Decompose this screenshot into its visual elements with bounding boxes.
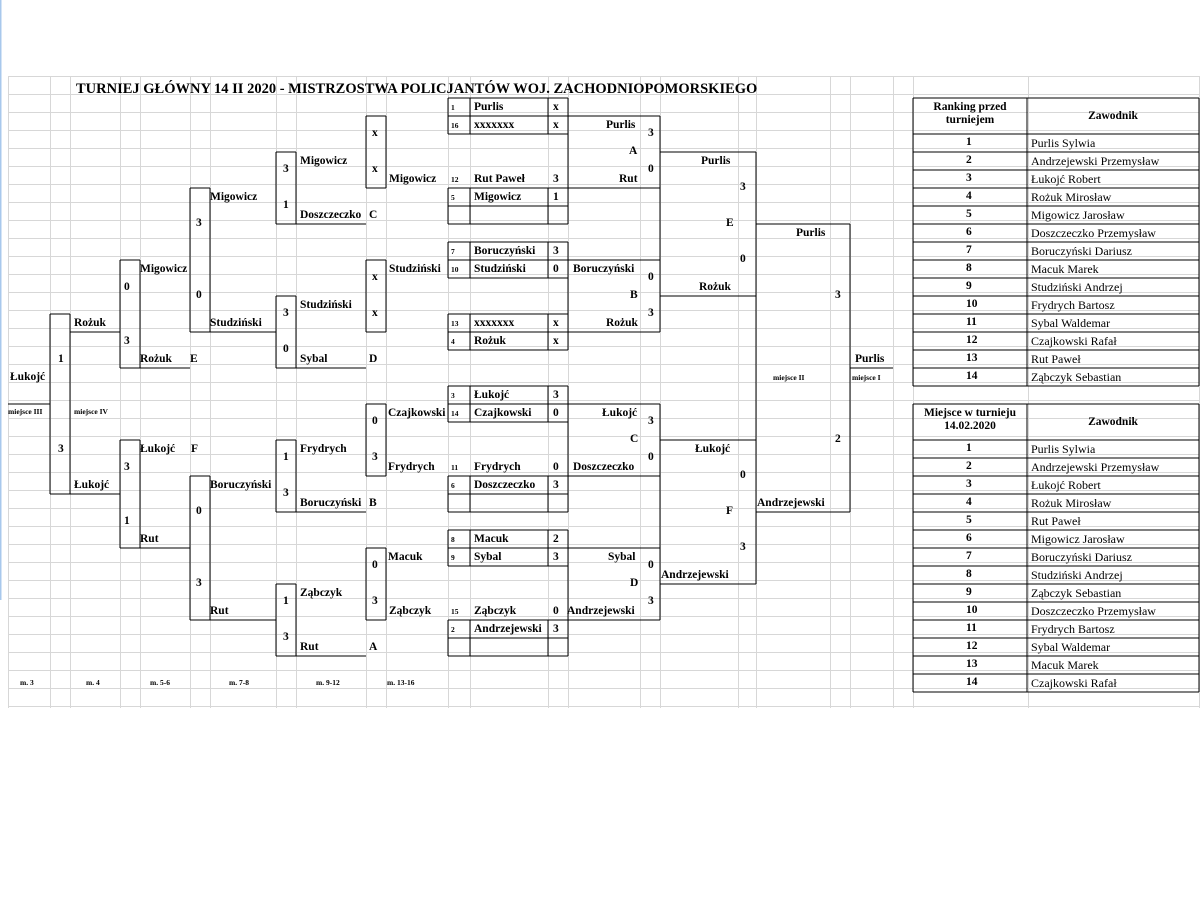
bracket-label: Doszczeczko xyxy=(573,461,635,473)
ranking-table-row-number: 8 xyxy=(966,262,972,274)
bracket-label: B xyxy=(630,289,638,301)
bracket-label: Frydrych xyxy=(388,461,435,473)
bracket-label: Boruczyński xyxy=(210,479,272,491)
bracket-label: 0 xyxy=(372,559,378,571)
ranking-table-row-number: 6 xyxy=(966,226,972,238)
ranking-table-row-player: Andrzejewski Przemysław xyxy=(1031,154,1160,168)
place-table-row-number: 13 xyxy=(966,658,978,670)
bracket-label: 0 xyxy=(124,281,130,293)
bracket-label: 0 xyxy=(648,559,654,571)
bracket-label: Doszczeczko xyxy=(300,209,362,221)
player-name: Rożuk xyxy=(474,335,506,347)
place-table-row-number: 10 xyxy=(966,604,978,616)
seed-number: 3 xyxy=(451,391,455,400)
bracket-label: 3 xyxy=(372,451,378,463)
ranking-table-header-player: Zawodnik xyxy=(1088,110,1138,122)
ranking-table-row-player: Studziński Andrzej xyxy=(1031,280,1123,294)
place-table-row-player: Purlis Sylwia xyxy=(1031,442,1096,456)
bracket-label: 0 xyxy=(740,469,746,481)
bracket-label: 1 xyxy=(283,595,289,607)
ranking-table-row-number: 4 xyxy=(966,190,972,202)
bracket-label: D xyxy=(369,353,378,365)
bracket-label: Rożuk xyxy=(606,317,638,329)
bracket-label: 3 xyxy=(58,443,64,455)
match-score: 3 xyxy=(553,551,559,563)
seed-number: 11 xyxy=(451,463,459,472)
bracket-label: x xyxy=(372,127,378,139)
bracket-label: E xyxy=(726,217,734,229)
bracket-label: m. 9-12 xyxy=(316,678,340,687)
bracket-label: 0 xyxy=(283,343,289,355)
ranking-table-row-player: Rożuk Mirosław xyxy=(1031,190,1112,204)
ranking-table-row-number: 1 xyxy=(966,136,972,148)
place-table-row-player: Migowicz Jarosław xyxy=(1031,532,1125,546)
bracket-label: Rożuk xyxy=(74,317,106,329)
match-score: 3 xyxy=(553,173,559,185)
bracket-label: 3 xyxy=(283,163,289,175)
place-table-row-player: Rut Paweł xyxy=(1031,514,1081,528)
player-name: Rut Paweł xyxy=(474,173,525,185)
bracket-label: Łukojć xyxy=(74,479,110,491)
bracket-label: E xyxy=(190,353,198,365)
bracket-label: 3 xyxy=(283,487,289,499)
bracket-label: 3 xyxy=(372,595,378,607)
bracket-label: F xyxy=(191,443,199,455)
seed-number: 12 xyxy=(451,175,459,184)
ranking-table-row-number: 11 xyxy=(966,316,977,328)
player-name: Frydrych xyxy=(474,461,521,473)
bracket-label: Rożuk xyxy=(140,353,172,365)
place-table-row-player: Rożuk Mirosław xyxy=(1031,496,1112,510)
match-score: 3 xyxy=(553,623,559,635)
ranking-table-row-number: 10 xyxy=(966,298,978,310)
seed-number: 1 xyxy=(451,103,455,112)
player-name: Andrzejewski xyxy=(474,623,542,635)
place-table-row-number: 2 xyxy=(966,460,972,472)
bracket-label: Łukojć xyxy=(140,443,176,455)
bracket-label: 1 xyxy=(283,451,289,463)
bracket-label: Łukojć xyxy=(10,371,46,383)
bracket-label: Łukojć xyxy=(602,407,638,419)
bracket-label: Migowicz xyxy=(300,155,348,167)
bracket-label: Czajkowski xyxy=(388,407,446,419)
match-score: x xyxy=(553,335,559,347)
place-table-header-player: Zawodnik xyxy=(1088,416,1138,428)
bracket-label: F xyxy=(726,505,734,517)
player-name: Boruczyński xyxy=(474,245,536,257)
place-table-row-number: 3 xyxy=(966,478,972,490)
bracket-label: Andrzejewski xyxy=(661,569,729,581)
player-name: Czajkowski xyxy=(474,407,532,419)
ranking-table-row-player: Doszczeczko Przemysław xyxy=(1031,226,1156,240)
place-table-row-number: 6 xyxy=(966,532,972,544)
seed-number: 4 xyxy=(451,337,455,346)
bracket-label: 1 xyxy=(124,515,130,527)
bracket-label: 1 xyxy=(283,199,289,211)
bracket-label: D xyxy=(630,577,639,589)
bracket-label: Studziński xyxy=(300,299,352,311)
match-score: 2 xyxy=(553,533,559,545)
match-score: 0 xyxy=(553,605,559,617)
bracket-label: Migowicz xyxy=(140,263,188,275)
bracket-label: B xyxy=(369,497,377,509)
player-name: xxxxxxx xyxy=(474,317,515,329)
ranking-table-row-player: Czajkowski Rafał xyxy=(1031,334,1117,348)
ranking-table-row-number: 9 xyxy=(966,280,972,292)
player-name: Purlis xyxy=(474,101,504,113)
place-table-row-number: 12 xyxy=(966,640,978,652)
bracket-label: 3 xyxy=(124,461,130,473)
ranking-table-row-number: 13 xyxy=(966,352,978,364)
bracket-label: 3 xyxy=(835,289,841,301)
bracket-label: Łukojć xyxy=(695,443,731,455)
place-table-row-number: 8 xyxy=(966,568,972,580)
match-score: 3 xyxy=(553,245,559,257)
bracket-label: 0 xyxy=(648,451,654,463)
ranking-table-row-number: 3 xyxy=(966,172,972,184)
bracket-label: C xyxy=(630,433,639,445)
bracket-label: 3 xyxy=(124,335,130,347)
bracket-label: Purlis xyxy=(796,227,826,239)
match-score: 3 xyxy=(553,389,559,401)
player-name: Studziński xyxy=(474,263,526,275)
bracket-label: 3 xyxy=(196,577,202,589)
place-table-row-number: 7 xyxy=(966,550,972,562)
ranking-table-row-number: 2 xyxy=(966,154,972,166)
bracket-label: 3 xyxy=(648,127,654,139)
bracket-label: m. 3 xyxy=(20,678,34,687)
player-name: Migowicz xyxy=(474,191,522,203)
ranking-table-row-player: Rut Paweł xyxy=(1031,352,1081,366)
bracket-label: miejsce I xyxy=(852,373,881,382)
seed-number: 10 xyxy=(451,265,459,274)
bracket-label: Macuk xyxy=(388,551,423,563)
ranking-table-row-player: Purlis Sylwia xyxy=(1031,136,1096,150)
ranking-table-row-player: Sybal Waldemar xyxy=(1031,316,1111,330)
bracket-label: x xyxy=(372,163,378,175)
place-table-row-number: 14 xyxy=(966,676,978,688)
bracket-label: Rut xyxy=(210,605,229,617)
seed-number: 15 xyxy=(451,607,459,616)
player-name: Doszczeczko xyxy=(474,479,536,491)
bracket-label: A xyxy=(629,145,638,157)
player-name: xxxxxxx xyxy=(474,119,515,131)
place-table-row-player: Frydrych Bartosz xyxy=(1031,622,1115,636)
player-name: Sybal xyxy=(474,551,502,563)
match-score: x xyxy=(553,101,559,113)
bracket-label: 3 xyxy=(740,181,746,193)
place-table-row-player: Boruczyński Dariusz xyxy=(1031,550,1132,564)
seed-number: 6 xyxy=(451,481,455,490)
place-table-row-player: Czajkowski Rafał xyxy=(1031,676,1117,690)
place-table-row-player: Andrzejewski Przemysław xyxy=(1031,460,1160,474)
seed-number: 8 xyxy=(451,535,455,544)
seed-number: 7 xyxy=(451,247,455,256)
bracket-label: C xyxy=(369,209,378,221)
ranking-table-row-player: Ząbczyk Sebastian xyxy=(1031,370,1122,384)
place-table-row-number: 4 xyxy=(966,496,972,508)
ranking-table-row-player: Boruczyński Dariusz xyxy=(1031,244,1132,258)
bracket-label: 0 xyxy=(648,271,654,283)
bracket-label: miejsce II xyxy=(773,373,805,382)
bracket-label: 0 xyxy=(740,253,746,265)
match-score: x xyxy=(553,317,559,329)
bracket-label: 0 xyxy=(372,415,378,427)
ranking-table-row-player: Frydrych Bartosz xyxy=(1031,298,1115,312)
place-table-header-left: Miejsce w turnieju 14.02.2020 xyxy=(924,407,1016,433)
player-name: Ząbczyk xyxy=(474,605,517,617)
ranking-table-row-number: 5 xyxy=(966,208,972,220)
bracket-label: 3 xyxy=(196,217,202,229)
seed-number: 9 xyxy=(451,553,455,562)
bracket-label: 3 xyxy=(648,595,654,607)
bracket-label: 0 xyxy=(196,505,202,517)
bracket-label: Ząbczyk xyxy=(300,587,343,599)
bracket-label: 3 xyxy=(283,307,289,319)
match-score: 1 xyxy=(553,191,559,203)
bracket-label: 0 xyxy=(648,163,654,175)
ranking-table-row-player: Łukojć Robert xyxy=(1031,172,1101,186)
seed-number: 13 xyxy=(451,319,459,328)
bracket-label: Sybal xyxy=(300,353,328,365)
bracket-label: m. 13-16 xyxy=(387,678,415,687)
player-name: Łukojć xyxy=(474,389,510,401)
ranking-table-row-number: 12 xyxy=(966,334,978,346)
place-table-row-player: Macuk Marek xyxy=(1031,658,1099,672)
bracket-label: Andrzejewski xyxy=(757,497,825,509)
seed-number: 2 xyxy=(451,625,455,634)
player-name: Macuk xyxy=(474,533,509,545)
place-table-row-player: Ząbczyk Sebastian xyxy=(1031,586,1122,600)
bracket-label: 3 xyxy=(648,307,654,319)
bracket-label: 3 xyxy=(740,541,746,553)
place-table-row-number: 5 xyxy=(966,514,972,526)
seed-number: 5 xyxy=(451,193,455,202)
bracket-label: Purlis xyxy=(855,353,885,365)
bracket-label: x xyxy=(372,271,378,283)
bracket-label: Sybal xyxy=(608,551,636,563)
bracket-label: Frydrych xyxy=(300,443,347,455)
bracket-label: miejsce IV xyxy=(74,407,108,416)
bracket-label: Ząbczyk xyxy=(389,605,432,617)
bracket-label: 3 xyxy=(283,631,289,643)
bracket-label: Rożuk xyxy=(699,281,731,293)
bracket-label: 3 xyxy=(648,415,654,427)
place-table-row-number: 9 xyxy=(966,586,972,598)
bracket-label: Studziński xyxy=(210,317,262,329)
match-score: 0 xyxy=(553,407,559,419)
bracket-label: Studziński xyxy=(389,263,441,275)
bracket-label: m. 7-8 xyxy=(229,678,249,687)
bracket-label: m. 5-6 xyxy=(150,678,170,687)
bracket-label: 1 xyxy=(58,353,64,365)
ranking-table-row-number: 7 xyxy=(966,244,972,256)
bracket-label: m. 4 xyxy=(86,678,100,687)
place-table-row-number: 1 xyxy=(966,442,972,454)
ranking-table-row-player: Macuk Marek xyxy=(1031,262,1099,276)
bracket-label: Purlis xyxy=(701,155,731,167)
bracket-label: Rut xyxy=(300,641,319,653)
bracket-label: 0 xyxy=(196,289,202,301)
bracket-label: Rut xyxy=(619,173,638,185)
bracket-label: Purlis xyxy=(606,119,636,131)
place-table-row-player: Łukojć Robert xyxy=(1031,478,1101,492)
match-score: x xyxy=(553,119,559,131)
ranking-table-header-left: Ranking przed turniejem xyxy=(933,101,1007,127)
seed-number: 16 xyxy=(451,121,459,130)
bracket-label: miejsce III xyxy=(8,407,43,416)
bracket-label: 2 xyxy=(835,433,841,445)
bracket-label: Migowicz xyxy=(210,191,258,203)
ranking-table-row-number: 14 xyxy=(966,370,978,382)
tournament-title: TURNIEJ GŁÓWNY 14 II 2020 - MISTRZOSTWA POLICJANTÓW WOJ. ZACHODNIOPOMORSKIEGO xyxy=(76,81,758,97)
bracket-label: Boruczyński xyxy=(300,497,362,509)
place-table-row-player: Sybal Waldemar xyxy=(1031,640,1111,654)
bracket-label: Boruczyński xyxy=(573,263,635,275)
bracket-label: Migowicz xyxy=(389,173,437,185)
place-table-row-player: Doszczeczko Przemysław xyxy=(1031,604,1156,618)
bracket-label: x xyxy=(372,307,378,319)
place-table-row-number: 11 xyxy=(966,622,977,634)
match-score: 0 xyxy=(553,461,559,473)
match-score: 3 xyxy=(553,479,559,491)
place-table-row-player: Studziński Andrzej xyxy=(1031,568,1123,582)
bracket-label: A xyxy=(369,641,378,653)
match-score: 0 xyxy=(553,263,559,275)
seed-number: 14 xyxy=(451,409,459,418)
ranking-table-row-player: Migowicz Jarosław xyxy=(1031,208,1125,222)
bracket-label: Rut xyxy=(140,533,159,545)
bracket-label: Andrzejewski xyxy=(567,605,635,617)
